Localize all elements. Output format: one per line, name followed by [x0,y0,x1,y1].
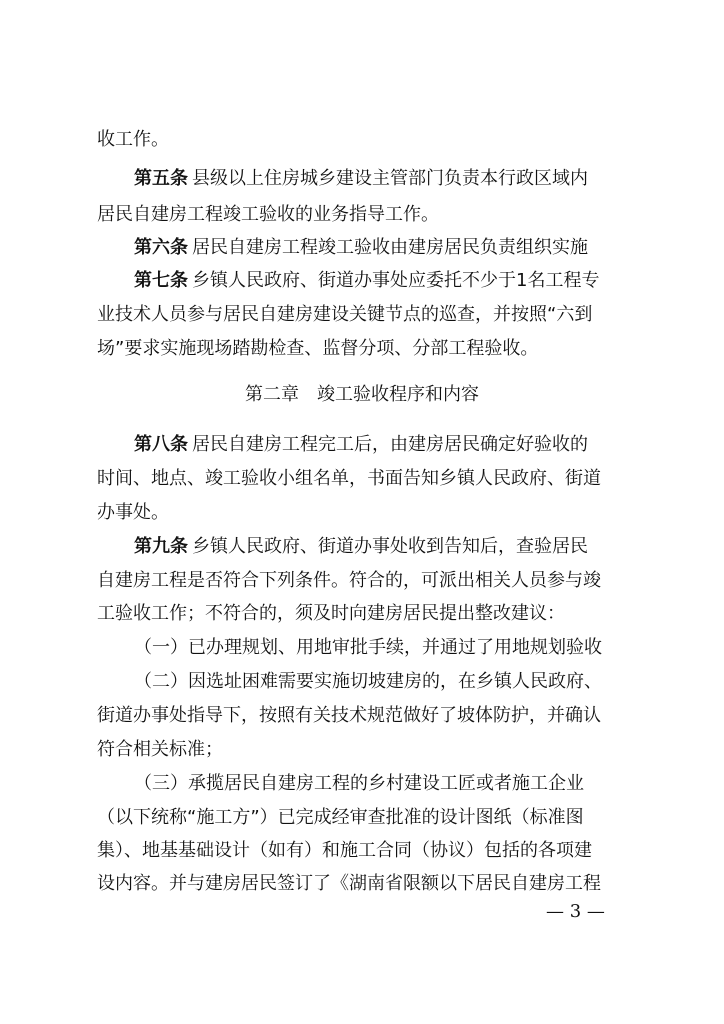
text-line: 街道办事处指导下，按照有关技术规范做好了坡体防护，并确认 [97,705,601,726]
text-line: 设内容。并与建房居民签订了《湖南省限额以下居民自建房工程 [97,873,601,894]
text-line: 业技术人员参与居民自建房建设关键节点的巡查，并按照“六到 [97,304,593,325]
list-item-3: （三）承揽居民自建房工程的乡村建设工匠或者施工企业 [134,773,584,794]
text-line: 集）、地基基础设计（如有）和施工合同（协议）包括的各项建 [97,840,592,861]
article-label: 第五条 [134,168,188,189]
chapter-heading [0,383,724,407]
list-item-1: （一）已办理规划、用地审批手续，并通过了用地规划验收 [134,637,602,658]
text-line: 工验收工作；不符合的，须及时向建房居民提出整改建议： [97,603,565,624]
article-6: 第六条 居民自建房工程竣工验收由建房居民负责组织实施 [134,237,588,258]
article-label: 第九条 [134,536,188,557]
text-line: 居民自建房工程竣工验收的业务指导工作。 [97,204,439,225]
article-8: 第八条 居民自建房工程完工后，由建房居民确定好验收的 [134,434,588,455]
article-9: 第九条 乡镇人民政府、街道办事处收到告知后，查验居民 [134,536,588,557]
page-number: — 3 — [546,901,605,922]
article-label: 第七条 [134,270,188,291]
chapter-title: 竣工验收程序和内容 [317,384,479,405]
text-line: 符合相关标准； [97,739,223,760]
text-line: 场”要求实施现场踏勘检查、监督分项、分部工程验收。 [97,338,539,359]
text-line: （以下统称“施工方”）已完成经审查批准的设计图纸（标准图 [97,807,584,828]
list-item-2: （二）因选址困难需要实施切坡建房的，在乡镇人民政府、 [134,671,602,692]
text-line: 时间、地点、竣工验收小组名单，书面告知乡镇人民政府、街道 [97,468,601,489]
text-line: 收工作。 [97,129,169,150]
article-7: 第七条 乡镇人民政府、街道办事处应委托不少于1名工程专 [134,270,600,291]
article-label: 第六条 [134,237,188,258]
article-label: 第八条 [134,434,188,455]
article-5: 第五条 县级以上住房城乡建设主管部门负责本行政区域内 [134,168,588,189]
text-line: 自建房工程是否符合下列条件。符合的，可派出相关人员参与竣 [97,570,601,591]
chapter-number: 第二章 [245,384,299,405]
text-line: 办事处。 [97,502,169,523]
